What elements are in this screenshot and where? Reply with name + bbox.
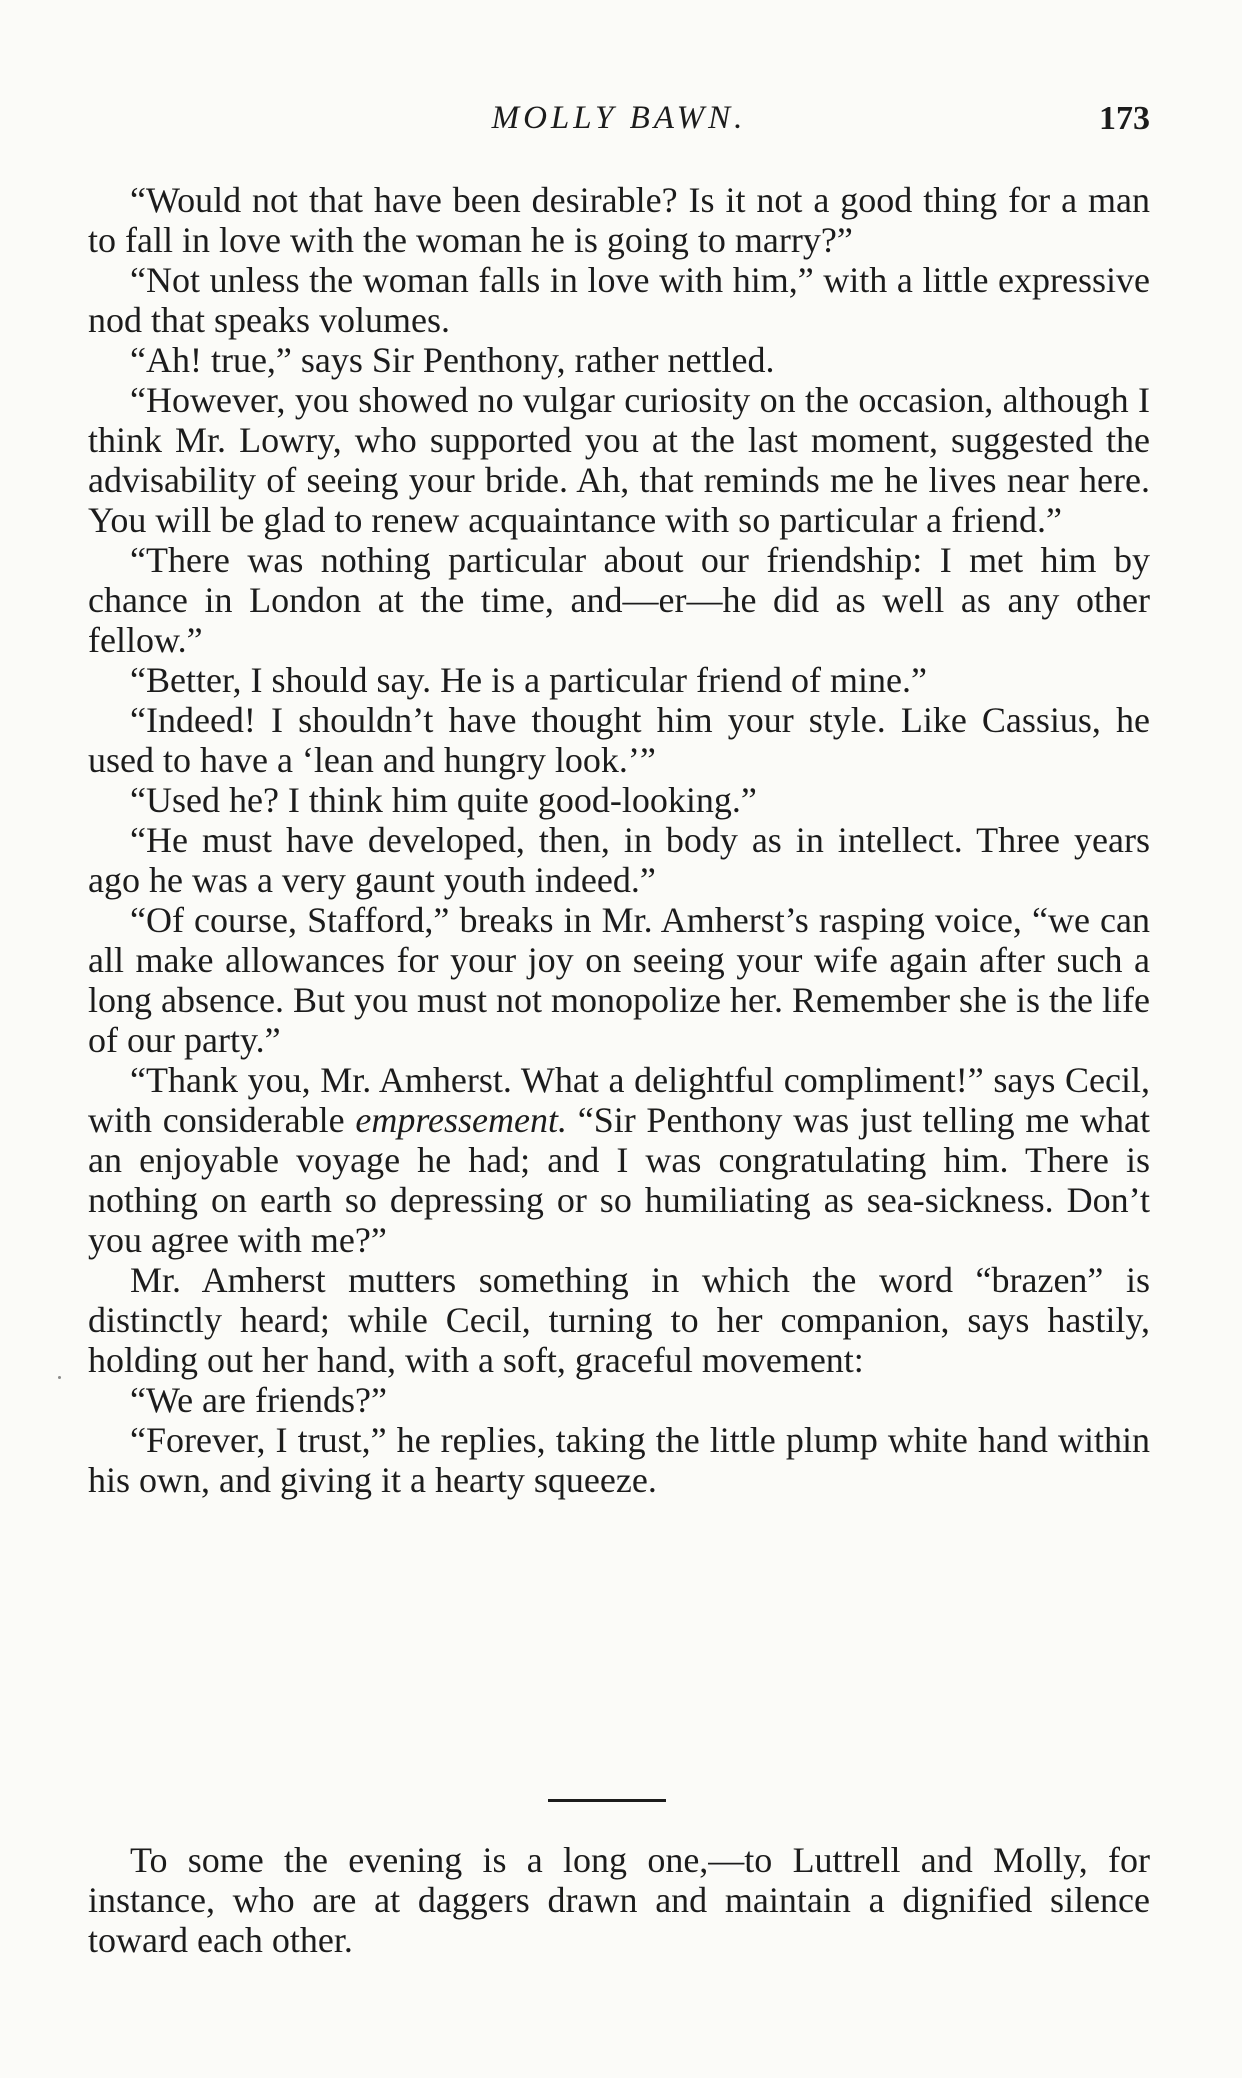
closing-paragraph: To some the evening is a long one,—to Luttrell and Molly, for instance, who are at daggers drawn and maintain a dignified silence toward each other. [88, 1840, 1150, 1960]
paragraph: Mr. Amherst mutters something in which the word “brazen” is distinctly heard; while Cecil, turning to her companion, says hastily, holding out her hand, with a soft, graceful movement: [88, 1260, 1150, 1380]
compliment-text-after: “Sir Penthony was just telling me what an enjoyable voyage he had; and I was congratulating him. There is nothing on earth so depressing or so humiliating as sea-sickness. Don’t you agree with me?” [88, 1100, 1151, 1260]
running-title: MOLLY BAWN. [491, 100, 747, 136]
paragraph: “We are friends?” [130, 1380, 387, 1420]
paragraph: “There was nothing particular about our friendship: I met him by chance in London at the time, and—er—he did as well as any other fellow.” [88, 540, 1150, 660]
paragraph: “Better, I should say. He is a particular friend of mine.” [130, 660, 927, 700]
closing-text-block [88, 1840, 1150, 1960]
margin-speck [58, 1376, 61, 1379]
paragraph: “Forever, I trust,” he replies, taking the little plump white hand within his own, and giving it a hearty squeeze. [88, 1420, 1150, 1500]
emphasis-word: empressement. [355, 1100, 567, 1140]
page-number: 173 [1099, 100, 1150, 137]
paragraph: “Indeed! I shouldn’t have thought him your style. Like Cassius, he used to have a ‘lean and hungry look.’” [88, 700, 1150, 780]
paragraph: “Used he? I think him quite good-looking.” [130, 780, 757, 820]
compliment-paragraph [88, 1060, 1150, 1260]
paragraph: “Would not that have been desirable? Is it not a good thing for a man to fall in love with the woman he is going to marry?” [88, 180, 1150, 260]
compliment-text-before: “Thank you, Mr. Amherst. What a delightful compliment!” says Cecil, with considerable [88, 1060, 1150, 1140]
main-text-block [88, 180, 1150, 1500]
section-divider-rule [548, 1799, 666, 1802]
paragraph: “He must have developed, then, in body as in intellect. Three years ago he was a very gaunt youth indeed.” [88, 820, 1150, 900]
running-head [88, 100, 1150, 150]
paragraph: “Not unless the woman falls in love with him,” with a little expressive nod that speaks volumes. [88, 260, 1150, 340]
paragraph: “Ah! true,” says Sir Penthony, rather nettled. [130, 340, 775, 380]
paragraph: “Of course, Stafford,” breaks in Mr. Amherst’s rasping voice, “we can all make allowances for your joy on seeing your wife again after such a long absence. But you must not monopolize her. Remember she is the life of our party.” [88, 900, 1150, 1060]
paragraph: “However, you showed no vulgar curiosity on the occasion, although I think Mr. Lowry, who supported you at the last moment, suggested the advisability of seeing your bride. Ah, that reminds me he lives near here. You will be glad to renew acquaintance with so particular a friend.” [88, 380, 1150, 540]
